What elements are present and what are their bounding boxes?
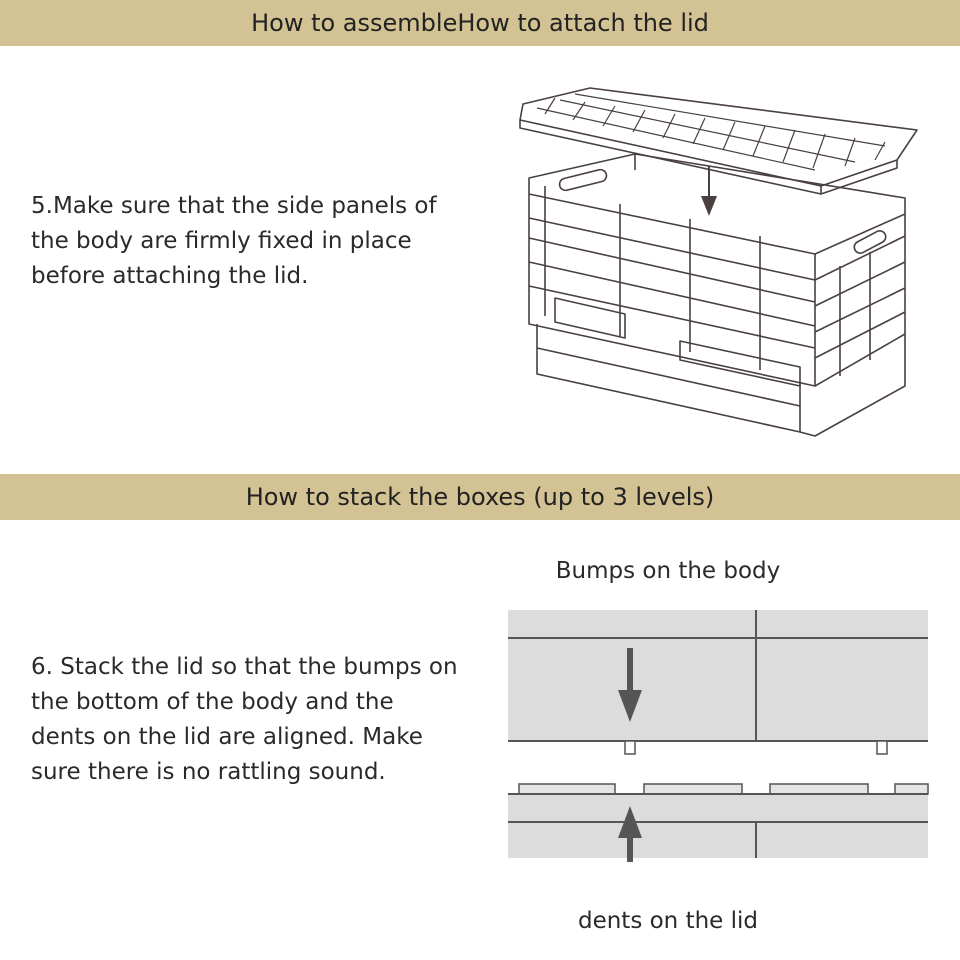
dents-label: dents on the lid	[577, 908, 759, 934]
box-lid-illustration	[515, 86, 925, 441]
upper-box-section	[508, 610, 928, 754]
insert-arrow-icon	[701, 166, 717, 216]
bump-right	[877, 741, 887, 754]
section-header-stack-boxes-text: How to stack the boxes (up to 3 levels)	[245, 483, 715, 511]
bumps-label: Bumps on the body	[555, 558, 781, 584]
section-header-attach-lid-text: How to assembleHow to attach the lid	[251, 9, 709, 37]
section-header-stack-boxes	[0, 474, 960, 520]
stacking-diagram	[505, 600, 930, 862]
lid-illustration	[520, 88, 917, 194]
section-header-attach-lid	[0, 0, 960, 46]
box-body-illustration	[529, 154, 905, 436]
bump-left	[625, 741, 635, 754]
lower-box-lid-section	[508, 784, 928, 858]
step-6-instruction: 6. Stack the lid so that the bumps on the bottom of the body and the dents on the lid are aligned. Make sure there is no rattling sound.	[31, 654, 458, 785]
step-5-instruction: 5.Make sure that the side panels of the body are firmly fixed in place before attaching the lid.	[31, 193, 437, 289]
